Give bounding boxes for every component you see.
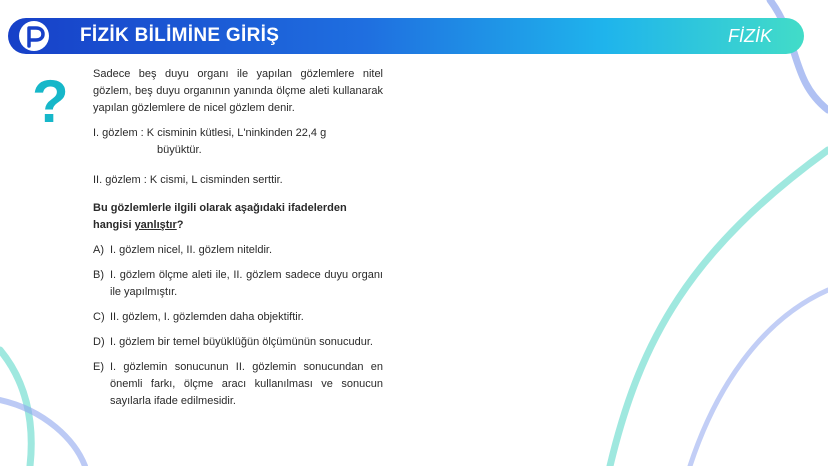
option-label: A) — [93, 244, 104, 256]
page-title: FİZİK BİLİMİNE GİRİŞ — [80, 25, 280, 46]
option-c[interactable] — [93, 309, 383, 326]
option-label: B) — [93, 269, 104, 281]
option-text: I. gözlem ölçme aleti ile, II. gözlem sadece duyu organı ile yapılmıştır. — [110, 269, 383, 298]
decor-curve-left-teal — [0, 350, 31, 466]
decor-curve-left-blue — [0, 400, 85, 466]
prompt-text: Bu gözlemlerle ilgili olarak aşağıdaki ifadelerden hangisi — [93, 202, 347, 231]
question-prompt — [93, 200, 383, 234]
question-content — [93, 66, 383, 410]
question-mark-icon: ? — [32, 68, 69, 135]
header-bar — [8, 18, 804, 54]
question-intro: Sadece beş duyu organı ile yapılan gözlemlere nitel gözlem, beş duyu organının yanında ölçme aleti kullanarak yapılan gözlemlere de nicel gözlem denir. — [93, 68, 383, 114]
observation-1-continued: büyüktür. — [157, 144, 202, 156]
option-d[interactable] — [93, 334, 383, 351]
option-text: I. gözlem nicel, II. gözlem niteldir. — [110, 244, 273, 256]
prompt-underlined-word: yanlıştır — [134, 219, 177, 231]
observation-2: II. gözlem : K cismi, L cisminden serttir. — [93, 174, 283, 186]
option-text: II. gözlem, I. gözlemden daha objektiftir. — [110, 311, 304, 323]
option-a[interactable] — [93, 242, 383, 259]
option-b[interactable] — [93, 267, 383, 301]
observation-1: I. gözlem : K cisminin kütlesi, L'ninkinden 22,4 g — [93, 127, 327, 139]
option-text: I. gözlem bir temel büyüklüğün ölçümünün sonucudur. — [110, 336, 373, 348]
decor-curve-right-blue-2 — [690, 290, 828, 466]
decor-curve-right-blue — [770, 0, 828, 110]
decor-curve-right-teal — [610, 150, 828, 466]
option-label: E) — [93, 361, 104, 373]
option-label: D) — [93, 336, 105, 348]
prompt-end: ? — [176, 219, 184, 231]
option-label: C) — [93, 311, 105, 323]
p-logo-icon — [18, 20, 50, 52]
option-e[interactable] — [93, 359, 383, 410]
option-text: I. gözlemin sonucunun II. gözlemin sonucundan en önemli farkı, ölçme aracı kullanılması ve sonucun sayılarla ifade edilmesidir. — [110, 361, 383, 407]
subject-label: FİZİK — [728, 26, 772, 46]
